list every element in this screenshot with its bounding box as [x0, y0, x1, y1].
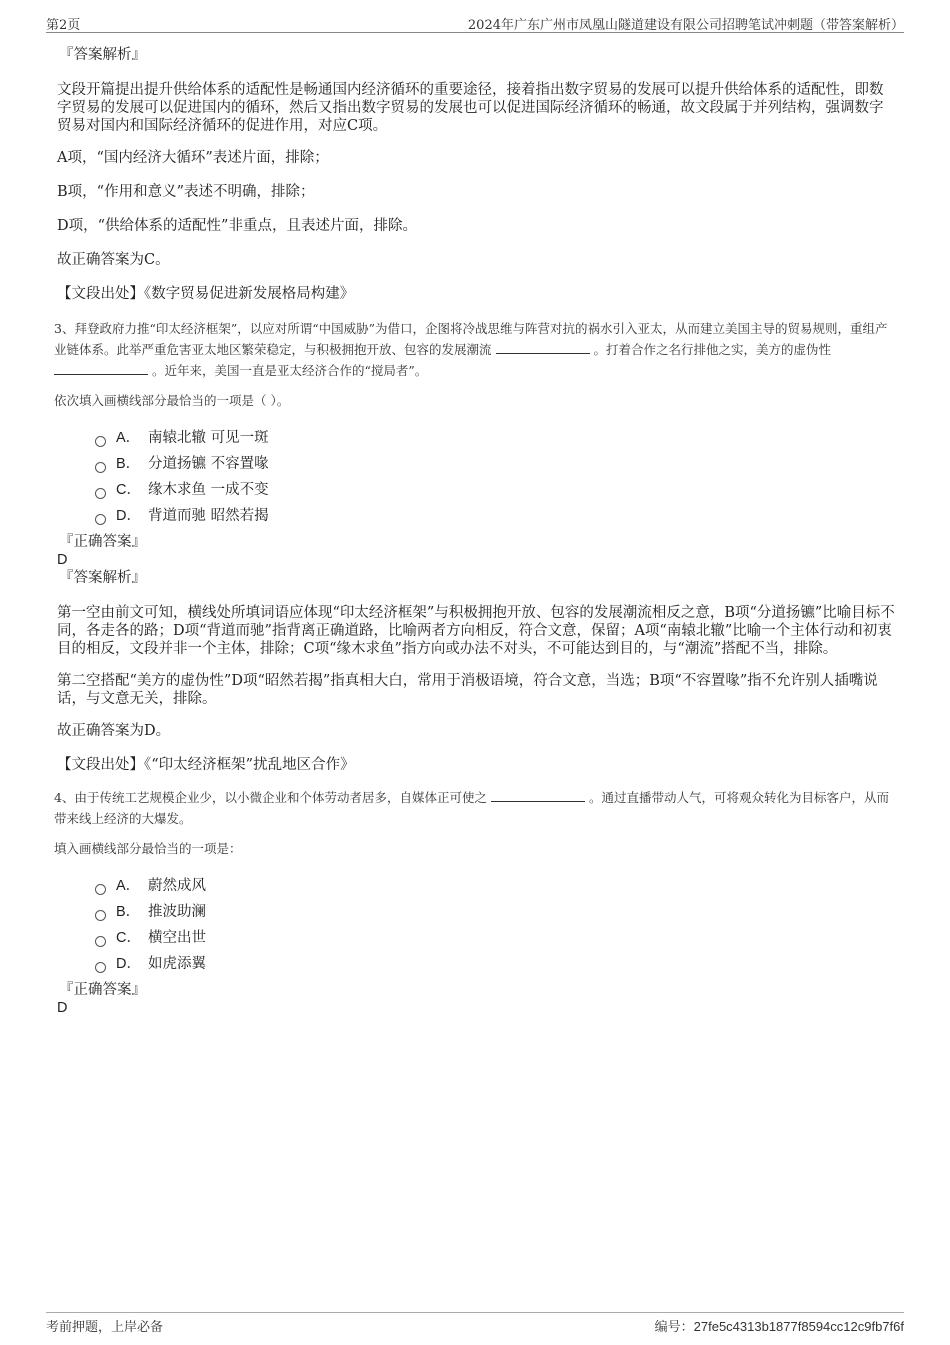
footer-slogan: 考前押题，上岸必备: [46, 1320, 164, 1335]
radio-button[interactable]: [95, 962, 106, 973]
analysis-paragraph: A项，“国内经济大循环”表述片面，排除；: [57, 150, 329, 166]
option-b[interactable]: B． 分道扬镳 不容置喙: [95, 451, 897, 477]
question-3-text: 3、拜登政府力推“印太经济框架”，以应对所谓“中国威胁”为借口，企图将冷战思维与阵营对抗的祸水引入亚太，从而建立美国主导的贸易规则，重组产业链体系。此举严重危害亚太地区繁荣稳定，与积极拥抱开放、包容的发展潮流 。打着合作之名行排他之实，美方的虚伪性 。近年来，美国一直是亚太经济合作的“搅局者”。: [54, 321, 888, 378]
radio-button[interactable]: [95, 910, 106, 921]
radio-button[interactable]: [95, 436, 106, 447]
correct-answer: D: [57, 552, 68, 568]
option-d[interactable]: D． 背道而驰 昭然若揭: [95, 503, 897, 529]
radio-button[interactable]: [95, 514, 106, 525]
page-footer: [46, 1312, 904, 1333]
radio-button[interactable]: [95, 462, 106, 473]
correct-answer-tag: 『正确答案』: [59, 982, 146, 998]
option-d[interactable]: D． 如虎添翼: [95, 951, 897, 977]
correct-answer-tag: 『正确答案』: [59, 534, 146, 550]
radio-button[interactable]: [95, 884, 106, 895]
question-3-prompt: 依次填入画横线部分最恰当的一项是（ ）。: [54, 393, 290, 408]
option-c[interactable]: C． 横空出世: [95, 925, 897, 951]
option-a[interactable]: A． 蔚然成风: [95, 873, 897, 899]
analysis-conclusion: 故正确答案为C。: [57, 252, 170, 268]
fill-blank: [496, 341, 590, 354]
analysis-paragraph: B项，“作用和意义”表述不明确，排除；: [57, 184, 315, 200]
analysis-conclusion: 故正确答案为D。: [57, 723, 171, 739]
question-4-options: [95, 873, 897, 977]
question-4-prompt: 填入画横线部分最恰当的一项是：: [54, 841, 242, 856]
analysis-tag: 『答案解析』: [59, 47, 146, 63]
radio-button[interactable]: [95, 936, 106, 947]
source-citation: 【文段出处】《“印太经济框架”扰乱地区合作》: [57, 757, 355, 773]
option-a[interactable]: A． 南辕北辙 可见一斑: [95, 425, 897, 451]
page-content: [54, 46, 897, 1017]
analysis-paragraph: 文段开篇提出提升供给体系的适配性是畅通国内经济循环的重要途径，接着指出数字贸易的发展可以提升供给体系的适配性，即数字贸易的发展可以促进国内的循环，然后又指出数字贸易的发展也可以促进国际经济循环的畅通，故文段属于并列结构，强调数字贸易对国内和国际经济循环的促进作用，对应C项。: [57, 82, 884, 134]
source-citation: 【文段出处】《数字贸易促进新发展格局构建》: [57, 286, 355, 302]
radio-button[interactable]: [95, 488, 106, 499]
analysis-tag: 『答案解析』: [59, 570, 146, 586]
document-title: 2024年广东广州市凤凰山隧道建设有限公司招聘笔试冲刺题（带答案解析）: [467, 18, 904, 33]
analysis-paragraph: 第一空由前文可知，横线处所填词语应体现“印太经济框架”与积极拥抱开放、包容的发展潮流相反之意，B项“分道扬镳”比喻目标不同，各走各的路；D项“背道而驰”指背离正确道路，比喻两者方向相反，符合文意，保留；A项“南辕北辙”比喻一个主体行动和初衷目的相反，文段并非一个主体，排除；C项“缘木求鱼”指方向或办法不对头，不可能达到目的，与“潮流”搭配不当，排除。: [57, 605, 895, 657]
correct-answer: D: [57, 1000, 68, 1016]
fill-blank: [491, 789, 585, 802]
page-number: 第2页: [46, 18, 81, 33]
question-3-options: [95, 425, 897, 529]
option-b[interactable]: B． 推波助澜: [95, 899, 897, 925]
option-c[interactable]: C． 缘木求鱼 一成不变: [95, 477, 897, 503]
analysis-paragraph: 第二空搭配“美方的虚伪性”D项“昭然若揭”指真相大白，常用于消极语境，符合文意，当选；B项“不容置喙”指不允许别人插嘴说话，与文意无关，排除。: [57, 673, 878, 707]
page-header: [46, 14, 904, 33]
analysis-paragraph: D项，“供给体系的适配性”非重点，且表述片面，排除。: [57, 218, 417, 234]
document-code: 编号：27fe5c4313b1877f8594cc12c9fb7f6f: [654, 1319, 904, 1334]
question-4-text: 4、由于传统工艺规模企业少，以小微企业和个体劳动者居多，自媒体正可使之 。通过直播带动人气，可将观众转化为目标客户，从而带来线上经济的大爆发。: [54, 790, 889, 826]
fill-blank: [54, 362, 148, 375]
